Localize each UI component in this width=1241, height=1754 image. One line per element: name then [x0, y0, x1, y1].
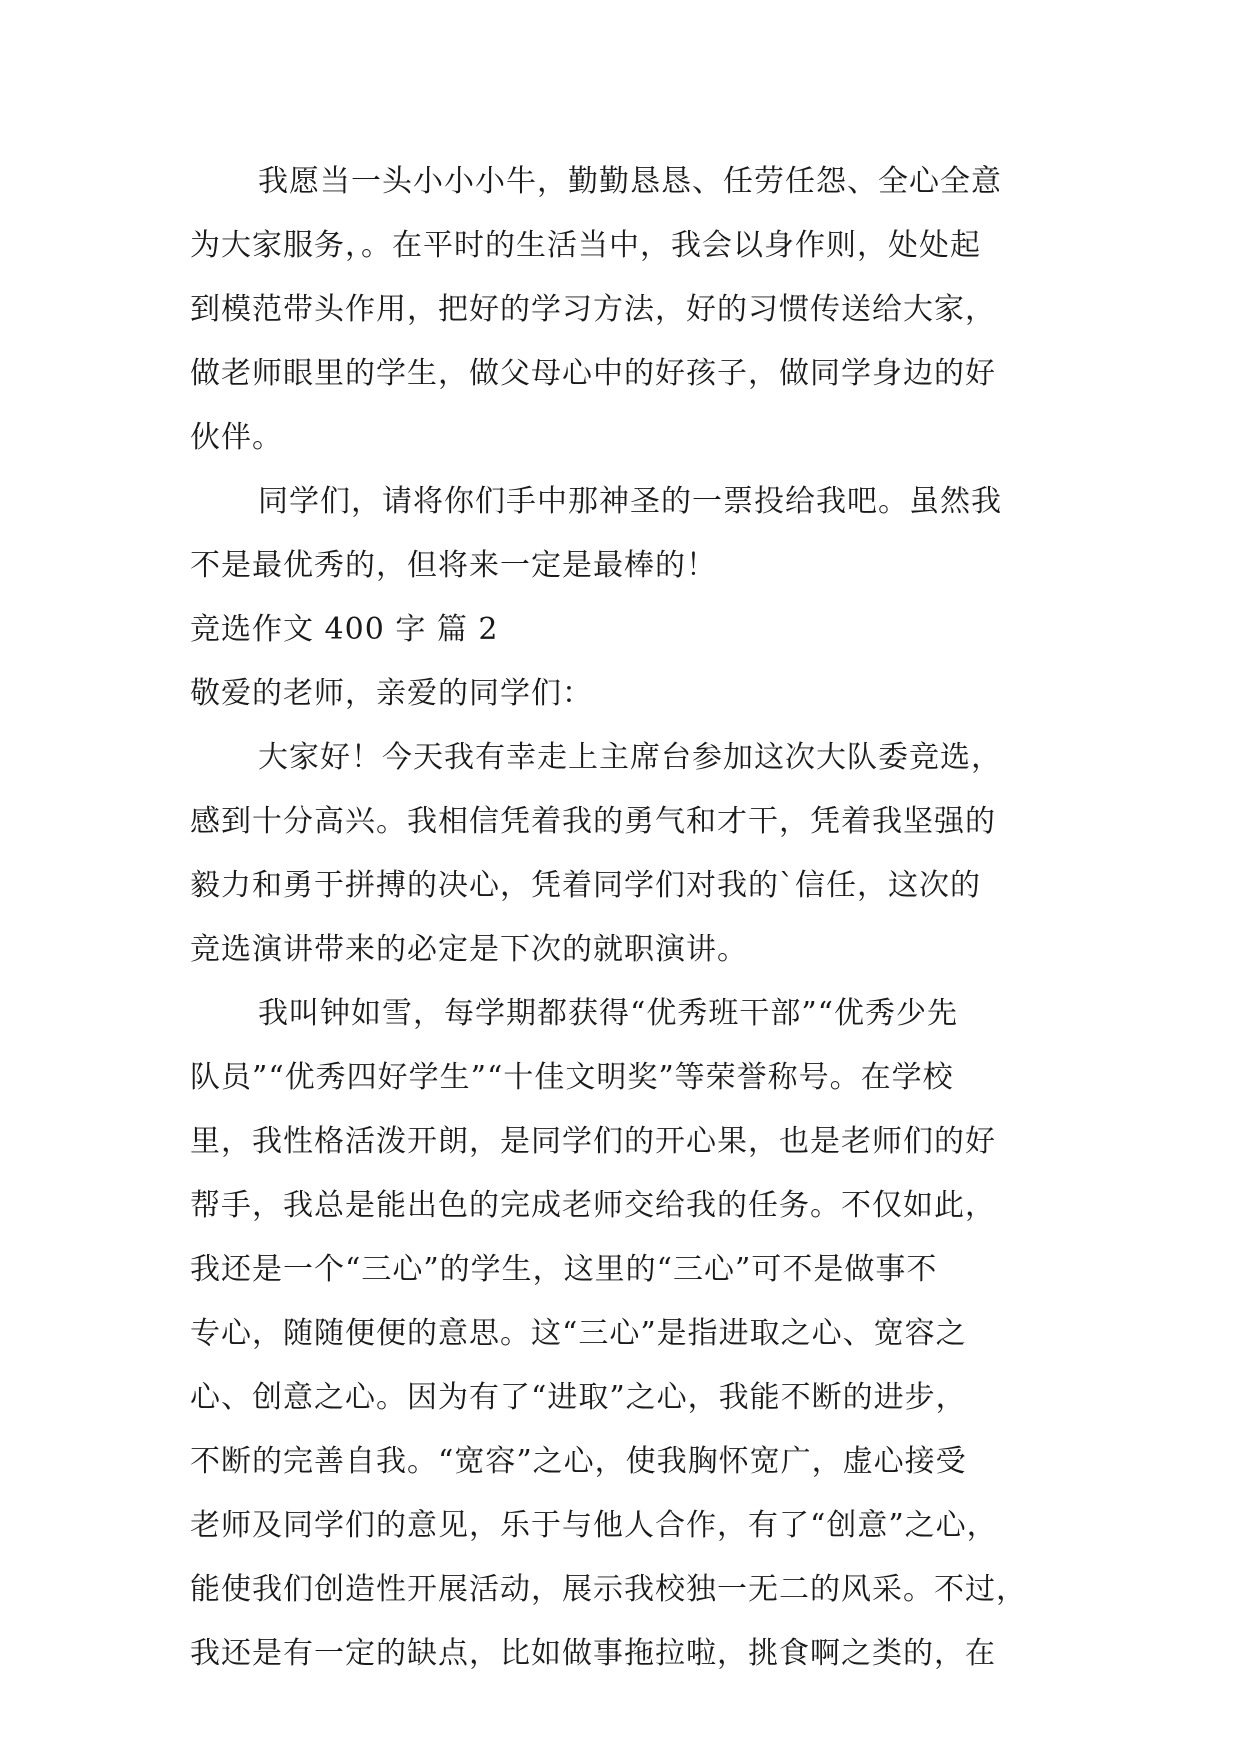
text-line: 专心，随随便便的意思。这“三心”是指进取之心、宽容之 [190, 1316, 967, 1351]
section-heading: 竞选作文 400 字 篇 2 [190, 612, 499, 647]
text-line: 老师及同学们的意见，乐于与他人合作，有了“创意”之心， [190, 1508, 998, 1543]
text-line: 我叫钟如雪，每学期都获得“优秀班干部”“优秀少先 [258, 996, 959, 1031]
text-line: 不是最优秀的，但将来一定是最棒的！ [190, 548, 717, 583]
text-line: 同学们，请将你们手中那神圣的一票投给我吧。虽然我 [258, 484, 1002, 519]
text-line: 不断的完善自我。“宽容”之心，使我胸怀宽广，虚心接受 [190, 1444, 967, 1479]
text-line: 到模范带头作用，把好的学习方法，好的习惯传送给大家， [190, 292, 996, 327]
text-line: 里，我性格活泼开朗，是同学们的开心果，也是老师们的好 [190, 1124, 996, 1159]
text-line: 大家好！今天我有幸走上主席台参加这次大队委竞选， [258, 740, 1002, 775]
salutation: 敬爱的老师，亲爱的同学们： [190, 676, 593, 711]
text-line: 竞选演讲带来的必定是下次的就职演讲。 [190, 932, 748, 967]
text-line: 伙伴。 [190, 420, 283, 455]
text-line: 我还是一个“三心”的学生，这里的“三心”可不是做事不 [190, 1252, 938, 1287]
text-line: 心、创意之心。因为有了“进取”之心，我能不断的进步， [190, 1380, 967, 1415]
text-line: 做老师眼里的学生，做父母心中的好孩子，做同学身边的好 [190, 356, 996, 391]
text-line: 能使我们创造性开展活动，展示我校独一无二的风采。不过， [190, 1572, 1027, 1607]
text-line: 我还是有一定的缺点，比如做事拖拉啦，挑食啊之类的，在 [190, 1636, 996, 1671]
text-line: 毅力和勇于拼搏的决心，凭着同学们对我的`信任，这次的 [190, 868, 981, 903]
text-line: 为大家服务，。在平时的生活当中，我会以身作则，处处起 [190, 228, 981, 263]
document-body [190, 150, 1070, 1686]
text-line: 我愿当一头小小小牛，勤勤恳恳、任劳任怨、全心全意 [258, 164, 1002, 199]
text-line: 感到十分高兴。我相信凭着我的勇气和才干，凭着我坚强的 [190, 804, 996, 839]
text-line: 队员”“优秀四好学生”“十佳文明奖”等荣誉称号。在学校 [190, 1060, 954, 1095]
text-line: 帮手，我总是能出色的完成老师交给我的任务。不仅如此， [190, 1188, 996, 1223]
